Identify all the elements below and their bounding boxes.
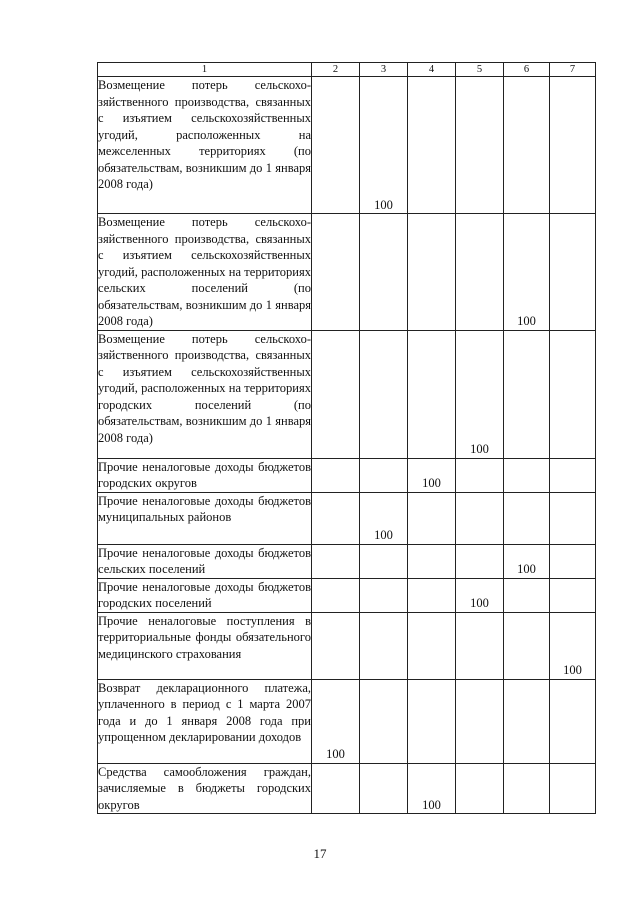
value-cell <box>312 330 360 458</box>
value-cell <box>550 578 596 612</box>
value-cell <box>550 214 596 331</box>
value-cell <box>550 330 596 458</box>
value-cell <box>360 612 408 679</box>
row-description: Прочие неналоговые доходы бюджетов городских округов <box>98 459 311 490</box>
value-cell <box>408 77 456 214</box>
column-header: 3 <box>360 63 408 77</box>
value-cell <box>504 612 550 679</box>
value-cell <box>504 492 550 544</box>
row-description: Прочие неналоговые доходы бюджетов городских поселений <box>98 579 311 610</box>
value-cell <box>456 679 504 763</box>
value-cell: 100 <box>408 458 456 492</box>
value-cell <box>312 458 360 492</box>
value-cell <box>408 330 456 458</box>
value-cell: 100 <box>504 544 550 578</box>
value-cell: 100 <box>550 612 596 679</box>
value-cell <box>456 612 504 679</box>
value-cell <box>360 679 408 763</box>
value-cell <box>550 763 596 814</box>
column-header: 2 <box>312 63 360 77</box>
value-cell <box>504 763 550 814</box>
row-description: Прочие неналоговые доходы бюджетов сельских поселений <box>98 545 311 576</box>
value-cell <box>360 458 408 492</box>
table-row <box>98 330 596 458</box>
column-header: 1 <box>98 63 312 77</box>
value-cell <box>550 458 596 492</box>
value-cell: 100 <box>504 214 550 331</box>
value-cell <box>360 330 408 458</box>
table-row <box>98 77 596 214</box>
value-cell: 100 <box>408 763 456 814</box>
value-cell <box>456 77 504 214</box>
table-row <box>98 679 596 763</box>
value-cell <box>312 77 360 214</box>
value-cell <box>408 492 456 544</box>
row-description: Возмещение потерь сельскохозяйственного производства, связанных с изъятием сельскохозяйственных угодий, расположенных на территориях городских поселений (по обязательствам, возникшим до 1 января 2008 года) <box>98 330 312 458</box>
value-cell: 100 <box>456 330 504 458</box>
table-row <box>98 763 596 814</box>
value-cell <box>456 214 504 331</box>
row-description: Возмещение потерь сельскохозяйственного производства, связанных с изъятием сельскохозяйственных угодий, расположенных на территориях сельских поселений (по обязательствам, возникшим до 1 января 2008 года) <box>98 215 311 328</box>
value-cell <box>312 492 360 544</box>
value-cell: 100 <box>456 578 504 612</box>
value-cell <box>504 458 550 492</box>
row-description: Прочие неналоговые поступления в территориальные фонды обязательного медицинского страхования <box>98 612 312 679</box>
table-row <box>98 214 596 331</box>
value-cell <box>456 458 504 492</box>
value-cell <box>312 612 360 679</box>
value-cell <box>550 77 596 214</box>
value-cell <box>408 679 456 763</box>
value-cell <box>408 214 456 331</box>
value-cell <box>550 544 596 578</box>
value-cell <box>360 578 408 612</box>
table-row <box>98 458 596 492</box>
row-description: Прочие неналоговые доходы бюджетов муниципальных районов <box>98 492 312 544</box>
value-cell <box>408 544 456 578</box>
table-row <box>98 578 596 612</box>
value-cell <box>408 578 456 612</box>
column-header: 6 <box>504 63 550 77</box>
value-cell <box>456 544 504 578</box>
value-cell <box>456 763 504 814</box>
value-cell <box>360 763 408 814</box>
value-cell <box>456 492 504 544</box>
value-cell: 100 <box>360 77 408 214</box>
row-description: Возмещение потерь сельскохозяйственного производства, связанных с изъятием сельскохозяйственных угодий, расположенных на межселенных территориях (по обязательствам, возникшим до 1 января 2008 года) <box>98 77 312 214</box>
value-cell <box>550 492 596 544</box>
value-cell <box>360 544 408 578</box>
table-row <box>98 492 596 544</box>
value-cell <box>312 214 360 331</box>
value-cell <box>550 679 596 763</box>
revenue-distribution-table <box>97 62 596 814</box>
page-number: 17 <box>313 846 327 861</box>
column-header: 5 <box>456 63 504 77</box>
table-row <box>98 612 596 679</box>
value-cell <box>408 612 456 679</box>
value-cell <box>504 330 550 458</box>
value-cell <box>312 544 360 578</box>
table-row <box>98 544 596 578</box>
table-header-row <box>98 63 596 77</box>
value-cell <box>504 578 550 612</box>
column-header: 7 <box>550 63 596 77</box>
value-cell: 100 <box>360 492 408 544</box>
value-cell <box>504 77 550 214</box>
row-description: Возврат декларационного платежа, уплаченного в период с 1 марта 2007 года и до 1 января 2008 года при упрощенном декларировании доходов <box>98 679 312 763</box>
value-cell <box>504 679 550 763</box>
value-cell: 100 <box>312 679 360 763</box>
value-cell <box>312 763 360 814</box>
row-description: Средства самообложения граждан, зачисляемые в бюджеты городских округов <box>98 764 311 812</box>
value-cell <box>360 214 408 331</box>
column-header: 4 <box>408 63 456 77</box>
value-cell <box>312 578 360 612</box>
